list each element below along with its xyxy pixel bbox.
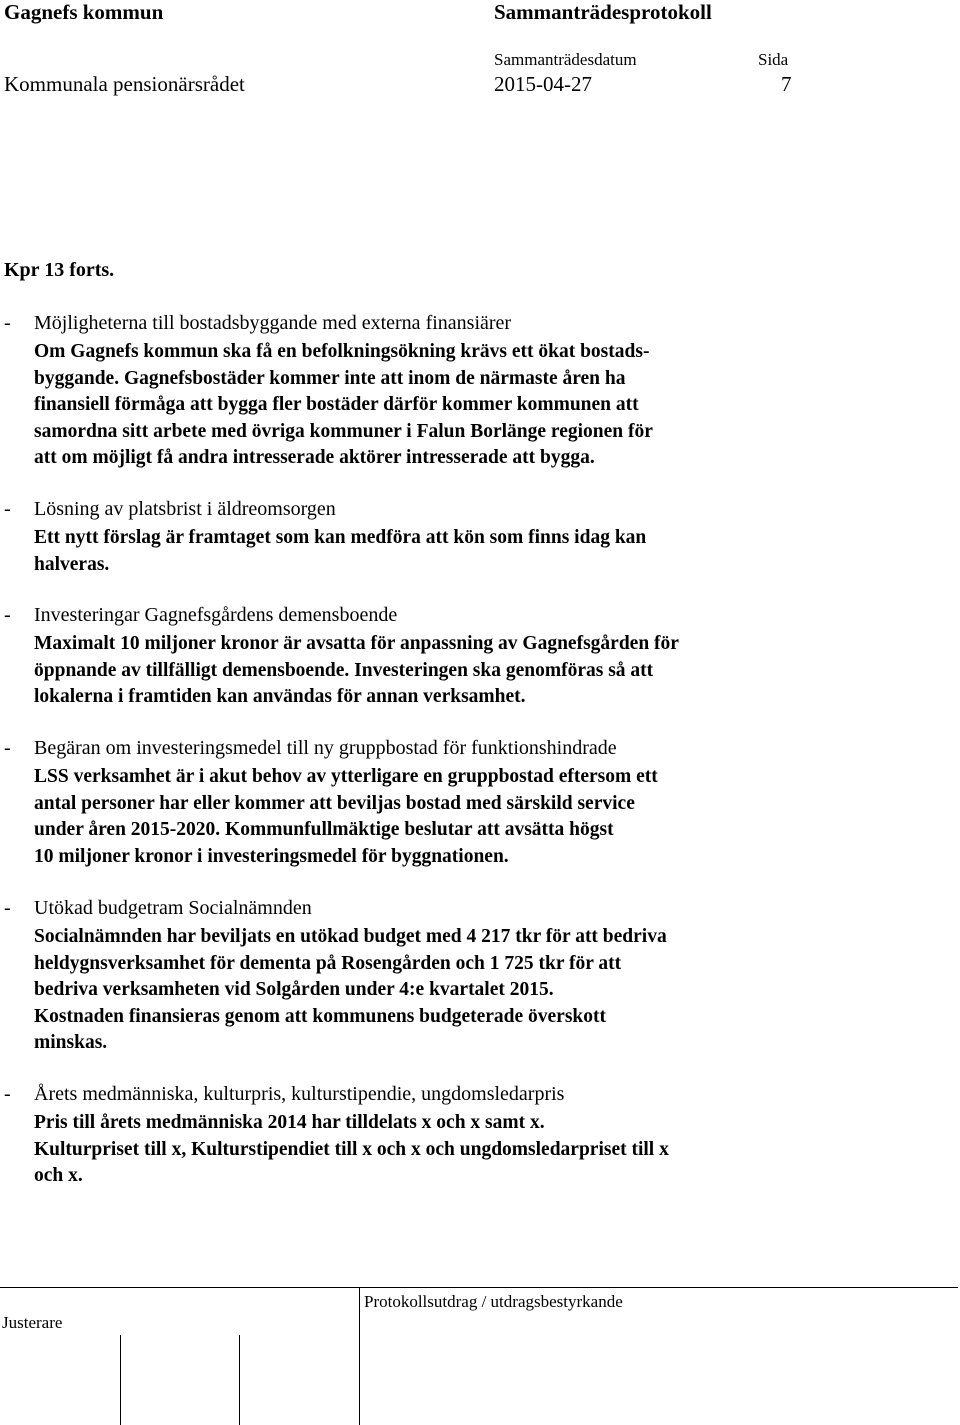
page-number: 7	[781, 72, 792, 96]
body-line: heldygnsverksamhet för dementa på Rosengården och 1 725 tkr för att	[34, 952, 622, 974]
council-name: Kommunala pensionärsrådet	[4, 72, 245, 96]
body-line: Maximalt 10 miljoner kronor är avsatta för anpassning av Gagnefsgården för	[34, 633, 679, 654]
item-heading: Lösning av platsbrist i äldreomsorgen	[34, 498, 336, 520]
item-body	[34, 764, 658, 870]
body-line: 10 miljoner kronor i investeringsmedel för byggnationen.	[34, 845, 509, 867]
body-line: Kulturpriset till x, Kulturstipendiet till x och x och ungdomsledarpriset till x	[34, 1138, 669, 1160]
bullet-dash: -	[4, 1083, 11, 1105]
signature-divider	[359, 1287, 360, 1425]
body-line: Kostnaden finansieras genom att kommunens budgeterade överskott	[34, 1005, 607, 1027]
body-line: öppnande av tillfälligt demensboende. Investeringen ska genomföras så att	[34, 659, 654, 681]
body-line: under åren 2015-2020. Kommunfullmäktige beslutar att avsätta högst	[34, 819, 614, 840]
item-body	[34, 525, 646, 578]
signature-box-divider	[120, 1335, 121, 1425]
date-label: Sammanträdesdatum	[494, 50, 637, 69]
body-line: byggande. Gagnefsbostäder kommer inte att inom de närmaste åren ha	[34, 367, 626, 389]
section-title: Kpr 13 forts.	[4, 259, 115, 281]
item-body	[34, 339, 653, 472]
protokollsutdrag-label: Protokollsutdrag / utdragsbestyrkande	[364, 1292, 623, 1311]
bullet-dash: -	[4, 498, 11, 520]
item-heading: Begäran om investeringsmedel till ny gruppbostad för funktionshindrade	[34, 737, 617, 759]
item-heading: Investeringar Gagnefsgårdens demensboende	[34, 604, 398, 626]
document-type: Sammanträdesprotokoll	[494, 0, 712, 24]
meeting-date: 2015-04-27	[494, 72, 592, 96]
body-line: Om Gagnefs kommun ska få en befolkningsökning krävs ett ökat bostads-	[34, 341, 650, 362]
justerare-label: Justerare	[2, 1313, 63, 1332]
body-line: och x.	[34, 1165, 83, 1186]
body-line: LSS verksamhet är i akut behov av ytterligare en gruppbostad eftersom ett	[34, 766, 658, 787]
bullet-dash: -	[4, 604, 11, 626]
bullet-dash: -	[4, 312, 11, 334]
organization-name: Gagnefs kommun	[4, 0, 164, 24]
body-line: Pris till årets medmänniska 2014 har tilldelats x och x samt x.	[34, 1112, 545, 1133]
body-line: finansiell förmåga att bygga fler bostäder därför kommer kommunen att	[34, 394, 639, 415]
item-heading: Utökad budgetram Socialnämnden	[34, 897, 312, 919]
item-body	[34, 1110, 669, 1190]
bullet-dash: -	[4, 737, 11, 759]
body-line: Ett nytt förslag är framtaget som kan medföra att kön som finns idag kan	[34, 527, 647, 548]
body-line: Socialnämnden har beviljats en utökad budget med 4 217 tkr för att bedriva	[34, 926, 667, 947]
body-line: samordna sitt arbete med övriga kommuner i Falun Borlänge regionen för	[34, 420, 653, 442]
signature-top-rule	[0, 1287, 958, 1288]
body-line: att om möjligt få andra intresserade aktörer intresserade att bygga.	[34, 447, 595, 468]
body-line: minskas.	[34, 1032, 108, 1053]
signature-box-divider	[239, 1335, 240, 1425]
body-line: antal personer har eller kommer att beviljas bostad med särskild service	[34, 792, 635, 814]
item-body	[34, 631, 679, 711]
bullet-dash: -	[4, 897, 11, 919]
item-heading: Årets medmänniska, kulturpris, kulturstipendie, ungdomsledarpris	[34, 1083, 565, 1105]
item-heading: Möjligheterna till bostadsbyggande med externa finansiärer	[34, 312, 512, 334]
body-line: halveras.	[34, 553, 110, 575]
item-body	[34, 924, 667, 1057]
page-label: Sida	[758, 50, 789, 69]
body-line: bedriva verksamheten vid Solgården under 4:e kvartalet 2015.	[34, 979, 554, 1000]
body-line: lokalerna i framtiden kan användas för annan verksamhet.	[34, 686, 526, 707]
